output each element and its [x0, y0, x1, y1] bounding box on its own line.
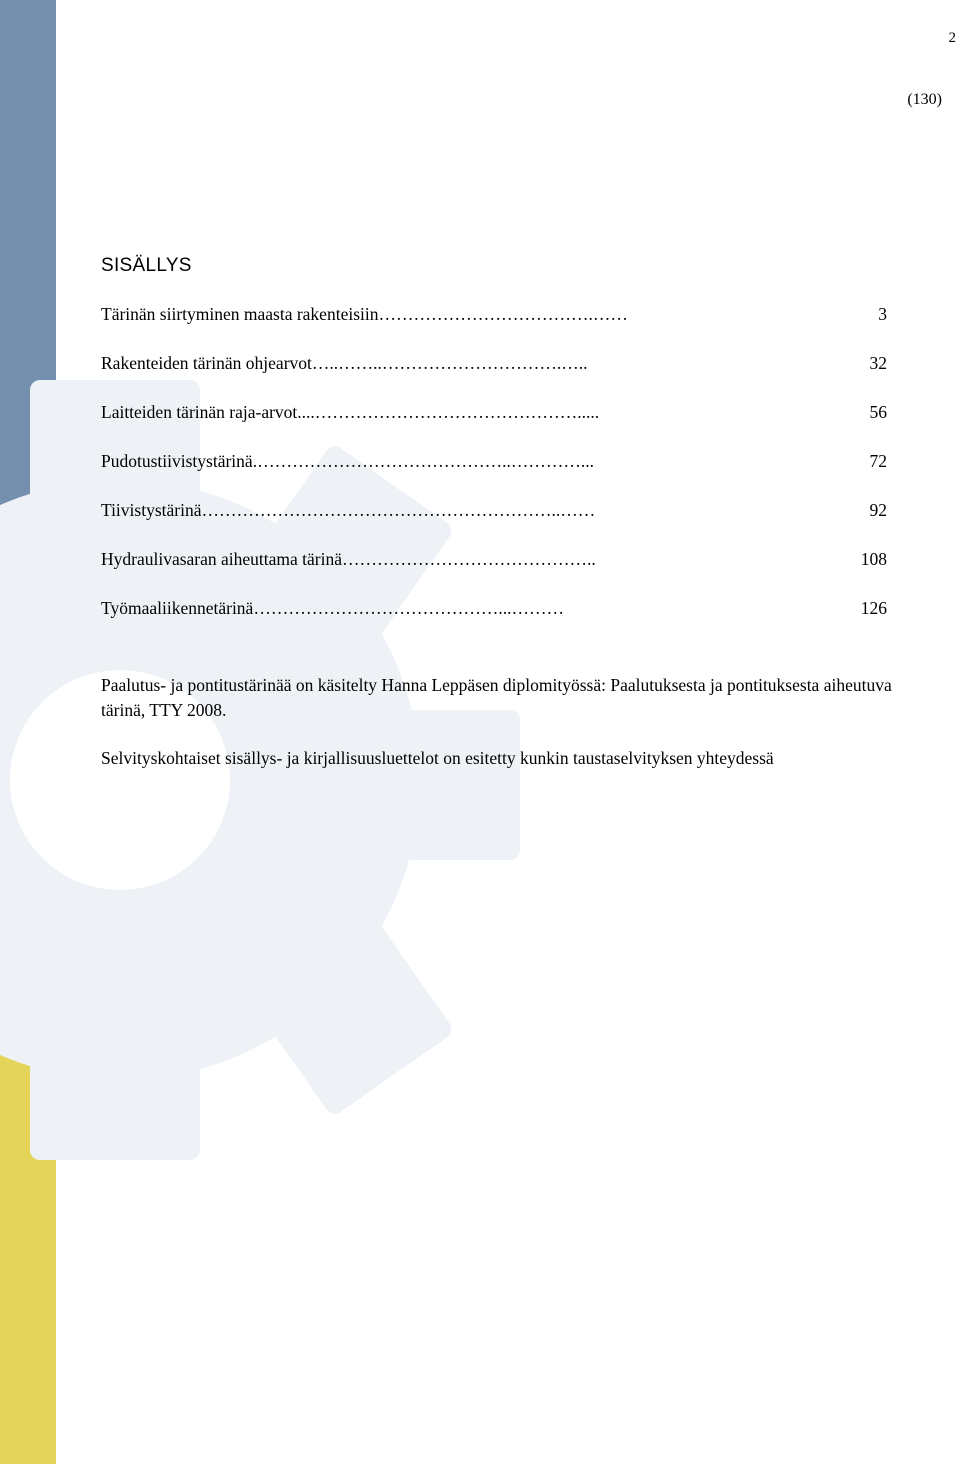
- toc-entry-page: 108: [860, 549, 887, 569]
- notes-section: [101, 673, 931, 771]
- toc-entry-page: 56: [869, 402, 887, 422]
- note-paragraph: Selvityskohtaiset sisällys- ja kirjallisuusluettelot on esitetty kunkin taustaselvityksen yhteydessä: [101, 748, 774, 768]
- toc-entry[interactable]: [101, 402, 887, 451]
- toc-entry-page: 32: [869, 353, 887, 373]
- toc-entry-title: Laitteiden tärinän raja-arvot: [101, 402, 298, 422]
- page-number: 2: [948, 30, 956, 46]
- toc-entry-title: Pudotustiivistystärinä: [101, 451, 253, 471]
- toc-entry-page: 92: [869, 500, 887, 520]
- toc-entry[interactable]: [101, 598, 887, 647]
- toc-entry-title: Hydraulivasaran aiheuttama tärinä: [101, 549, 343, 569]
- toc-dot-leader: …..……..………………………….…..: [311, 353, 588, 373]
- toc-entry-title: Rakenteiden tärinän ohjearvot: [101, 353, 312, 373]
- toc-entry[interactable]: [101, 451, 887, 500]
- toc-entry-title: Työmaaliikennetärinä: [101, 598, 254, 618]
- note-paragraph: Paalutus- ja pontitustärinää on käsitelty Hanna Leppäsen diplomityössä: Paalutuksesta ja pontituksesta aiheutuva tärinä, TTY 2008.: [101, 675, 892, 720]
- toc-dot-leader: ……………………………………...………: [253, 598, 564, 618]
- toc-entry[interactable]: [101, 353, 887, 402]
- toc-title: SISÄLLYS: [101, 255, 192, 276]
- toc-dot-leader: ……………………………………………………..……: [201, 500, 596, 520]
- toc-entry-page: 3: [878, 304, 887, 324]
- toc-dot-leader: ……………………………………..: [342, 549, 596, 569]
- toc-dot-leader: .……………………………………..…………...: [252, 451, 594, 471]
- toc-entry[interactable]: [101, 500, 887, 549]
- toc-entry-title: Tärinän siirtyminen maasta rakenteisiin: [101, 304, 379, 324]
- toc-entry-page: 126: [860, 598, 887, 618]
- toc-entry[interactable]: [101, 549, 887, 598]
- toc-entry-title: Tiivistystärinä: [101, 500, 202, 520]
- table-of-contents: [101, 304, 887, 647]
- toc-entry-page: 72: [869, 451, 887, 471]
- toc-dot-leader: ……………………………….……: [378, 304, 628, 324]
- toc-entry[interactable]: [101, 304, 887, 353]
- page-total: (130): [907, 91, 942, 108]
- toc-dot-leader: ....……………………………………….....: [297, 402, 600, 422]
